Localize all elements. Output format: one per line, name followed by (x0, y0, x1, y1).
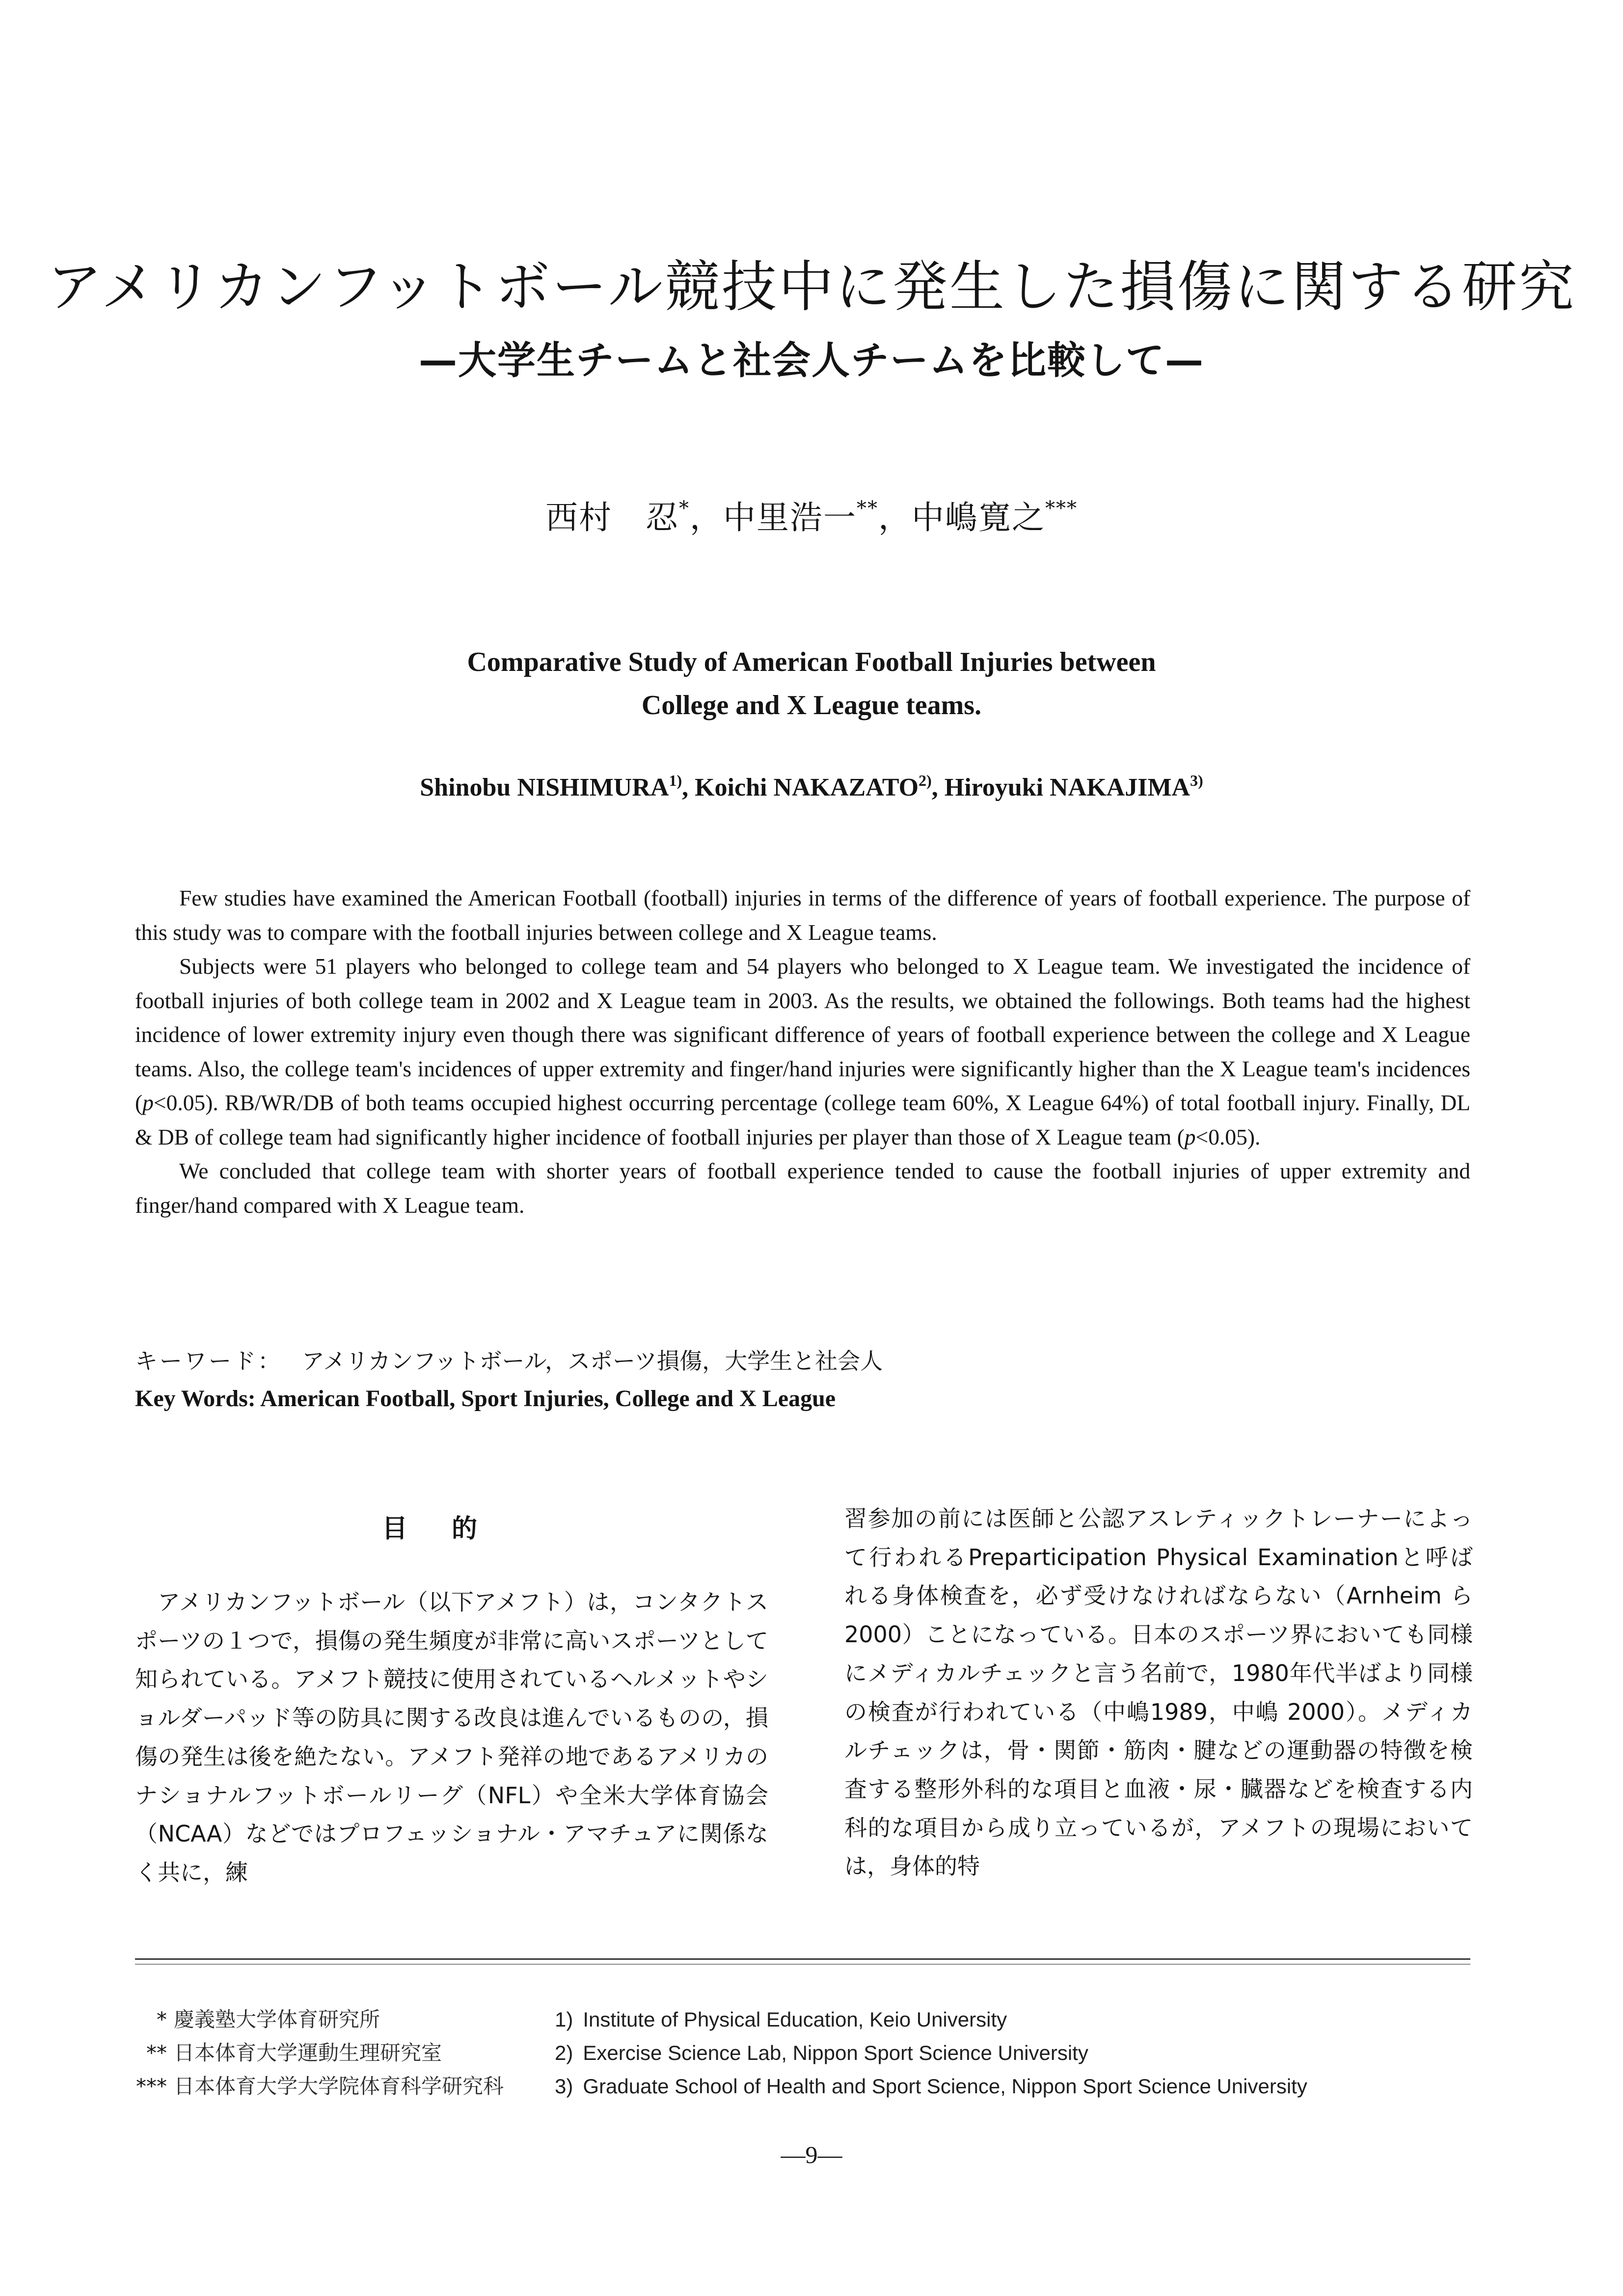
author-affil-mark: 1) (669, 772, 682, 789)
author-name: 中嶋寛之 (912, 499, 1045, 536)
english-title (0, 641, 1623, 727)
author-name-en: Shinobu NISHIMURA (420, 774, 669, 801)
english-title-line: College and X League teams. (641, 690, 982, 721)
footnote-affiliation-ja: 慶義塾大学体育研究所 (174, 2007, 380, 2031)
keywords-en (135, 1382, 836, 1416)
footnote-affiliation-ja: 日本体育大学大学院体育科学研究科 (174, 2074, 504, 2098)
author-mark: ** (857, 497, 878, 520)
keywords-label-en: Key Words: (135, 1386, 256, 1412)
keywords-text-ja: アメリカンフットボール，スポーツ損傷，大学生と社会人 (302, 1348, 883, 1374)
footnote-mark: *** (136, 2074, 167, 2098)
p-value: <0.05 (153, 1090, 206, 1115)
footnote-ja (130, 2005, 380, 2034)
footnote-affiliation-en: Institute of Physical Education, Keio University (583, 2008, 1007, 2031)
author-separator: ， (690, 499, 723, 536)
footnote-ja (130, 2038, 442, 2068)
footnote-affiliation-en: Exercise Science Lab, Nippon Sport Science University (583, 2041, 1088, 2064)
author-name: 西村 忍 (545, 499, 679, 536)
keywords-label-ja: キーワード： (135, 1348, 282, 1374)
p-value: <0.05 (1195, 1124, 1247, 1149)
author-separator-en: , (682, 774, 695, 801)
authors-en (0, 768, 1623, 807)
keywords-ja (135, 1344, 883, 1378)
author-affil-mark: 3) (1190, 772, 1203, 789)
footnote-number: 3) (555, 2075, 573, 2098)
footnote-affiliation-en: Graduate School of Health and Sport Science, Nippon Sport Science University (583, 2075, 1307, 2098)
author-affil-mark: 2) (919, 772, 932, 789)
author-separator-en: , (931, 774, 945, 801)
english-title-line: Comparative Study of American Football Injuries between (467, 647, 1156, 677)
footnote-en (555, 2005, 1007, 2034)
footnote-number: 2) (555, 2041, 573, 2064)
author-name-en: Hiroyuki NAKAJIMA (944, 774, 1190, 801)
footnote-number: 1) (555, 2008, 573, 2031)
page-title: アメリカンフットボール競技中に発生した損傷に関する研究 (47, 255, 1576, 319)
abstract-paragraph: Few studies have examined the American Football (football) injuries in terms of the difference of years of football experience. The purpose of this study was to compare with the football injuries between college and X League teams. (135, 885, 1470, 945)
footnote-en (555, 2072, 1307, 2101)
page-number: —9— (781, 2141, 842, 2168)
p-symbol: p (142, 1090, 154, 1115)
footnote-mark: * (157, 2007, 167, 2031)
author-name: 中里浩一 (723, 499, 857, 536)
abstract (135, 881, 1470, 1222)
body-paragraph: アメリカンフットボール（以下アメフト）は，コンタクトスポーツの１つで，損傷の発生頻度が非常に高いスポーツとして知られている。アメフト競技に使用されているヘルメットやショルダーパッド等の防具に関する改良は進んでいるものの，損傷の発生は後を絶たない。アメフト発祥の地であるアメリカのナショナルフットボールリーグ（NFL）や全米大学体育協会（NCAA）などではプロフェッショナル・アマチュアに関係なく共に，練 (135, 1589, 768, 1886)
abstract-paragraph: Subjects were 51 players who belonged to college team and 54 players who belonged to X League team. We investigated the incidence of football injuries of both college team in 2002 and X League team in 2003. As the results, we obtained the followings. Both teams had the highest incidence of lower extremity injury even though there was significant difference of years of football experience between the college and X League teams. Also, the college team's incidences of upper extremity and finger/hand injuries were significantly higher than the X League team's incidences (p<0.05). RB/WR/DB of both teams occupied highest occurring percentage (college team 60%, X League 64%) of total football injury. Finally, DL & DB of college team had significantly higher incidence of football injuries per player than those of X League team (p<0.05). (135, 954, 1470, 1149)
author-separator: ， (878, 499, 912, 536)
footnote-affiliation-ja: 日本体育大学運動生理研究室 (174, 2041, 442, 2065)
p-symbol: p (1184, 1124, 1196, 1149)
section-heading: 目的 (381, 1514, 521, 1544)
body-column-left (135, 1583, 768, 1892)
body-paragraph: 習参加の前には医師と公認アスレティックトレーナーによって行われるPreparticipation Physical Examinationと呼ばれる身体検査を，必ず受けなければならない（Arnheim ら 2000）ことになっている。日本のスポーツ界においても同様にメディカルチェックと言う名前で，1980年代半ばより同様の検査が行われている（中嶋1989，中嶋 2000）。メディカルチェックは，骨・関節・筋肉・腱などの運動器の特徴を検査する整形外科的な項目と血液・尿・臓器などを検査する内科的な項目から成り立っているが，アメフトの現場においては，身体的特 (844, 1505, 1473, 1880)
footnote-divider (135, 1958, 1470, 1960)
authors-ja (0, 496, 1623, 540)
footnote-ja (130, 2072, 504, 2101)
body-column-right (844, 1499, 1473, 1886)
footnote-divider (135, 1964, 1470, 1965)
author-mark: *** (1045, 497, 1078, 520)
page-subtitle: —大学生チームと社会人チームを比較して— (418, 339, 1204, 383)
keywords-text-en: American Football, Sport Injuries, College and X League (260, 1386, 836, 1412)
author-name-en: Koichi NAKAZATO (695, 774, 919, 801)
footnote-en (555, 2038, 1088, 2068)
author-mark: * (679, 497, 690, 520)
abstract-paragraph: We concluded that college team with shorter years of football experience tended to cause the football injuries of upper extremity and finger/hand compared with X League team. (135, 1158, 1470, 1218)
footnote-mark: ** (146, 2041, 167, 2065)
